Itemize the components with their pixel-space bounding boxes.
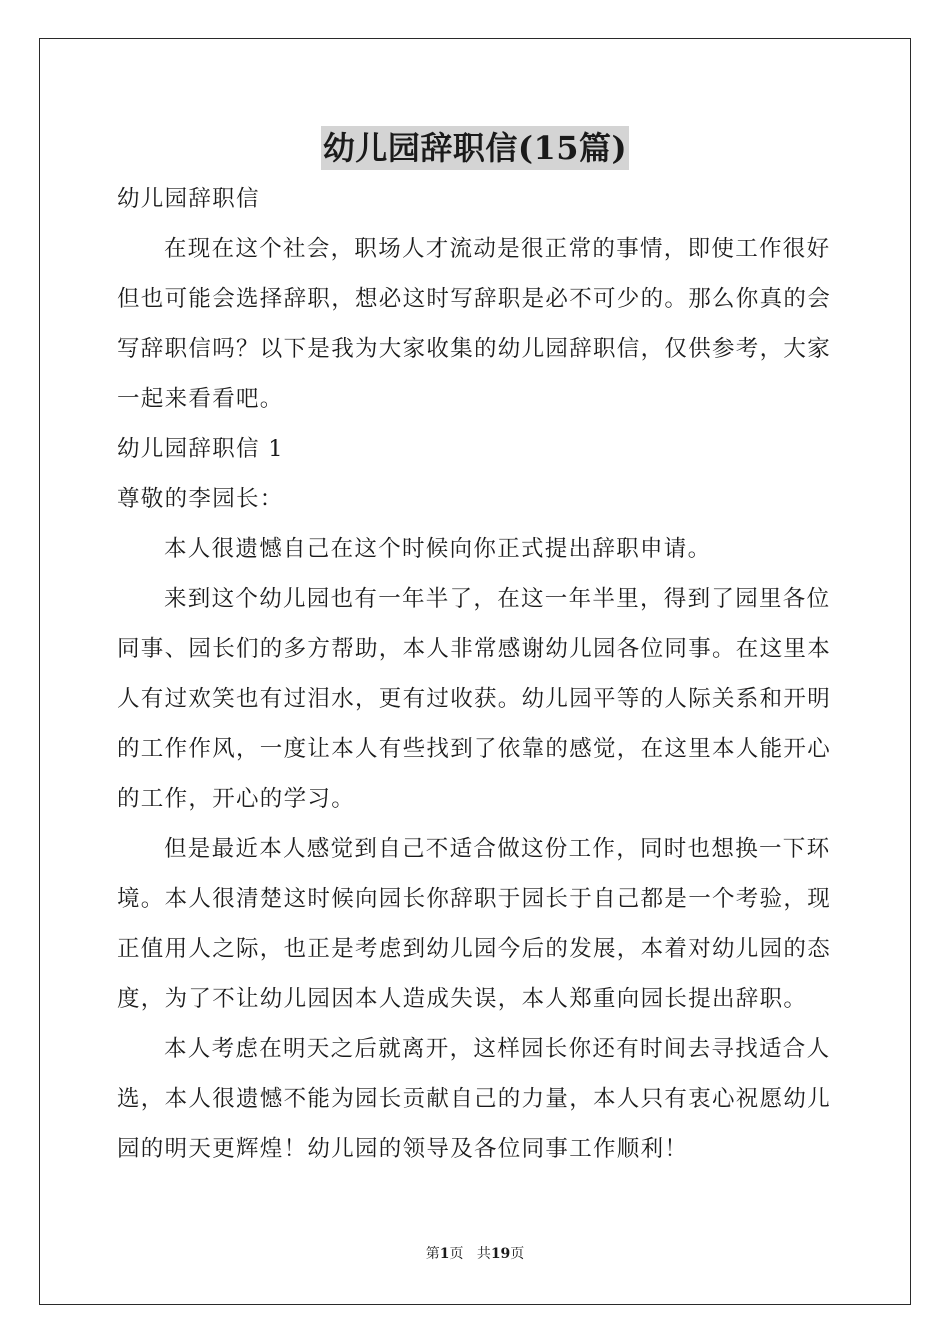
footer-page-suffix: 页 — [449, 1246, 464, 1262]
paragraph-line: 的工作，开心的学习。 — [117, 786, 356, 812]
document-title: 幼儿园辞职信(15篇) — [321, 126, 629, 170]
paragraph-line: 园的明天更辉煌！幼儿园的领导及各位同事工作顺利！ — [117, 1136, 689, 1162]
paragraph-line: 幼儿园辞职信 1 — [117, 436, 284, 462]
paragraph-line: 人有过欢笑也有过泪水，更有过收获。幼儿园平等的人际关系和开明 — [117, 686, 832, 712]
paragraph-line: 来到这个幼儿园也有一年半了，在这一年半里，得到了园里各位 — [164, 586, 831, 612]
paragraph-line: 幼儿园辞职信 — [117, 186, 260, 212]
title-container — [0, 126, 950, 170]
paragraph-line: 本人很遗憾自己在这个时候向你正式提出辞职申请。 — [164, 536, 712, 562]
paragraph-line: 在现在这个社会，职场人才流动是很正常的事情，即使工作很好 — [164, 236, 831, 262]
paragraph-line: 尊敬的李园长： — [117, 486, 284, 512]
paragraph-line: 本人考虑在明天之后就离开，这样园长你还有时间去寻找适合人 — [164, 1036, 831, 1062]
page-footer — [0, 1245, 950, 1263]
paragraph-line: 境。本人很清楚这时候向园长你辞职于园长于自己都是一个考验，现 — [117, 886, 832, 912]
footer-total-suffix: 页 — [510, 1246, 525, 1262]
paragraph-line: 度，为了不让幼儿园因本人造成失误，本人郑重向园长提出辞职。 — [117, 986, 808, 1012]
document-body — [117, 174, 833, 1174]
paragraph-line: 正值用人之际，也正是考虑到幼儿园今后的发展，本着对幼儿园的态 — [117, 936, 832, 962]
footer-page-number: 1 — [439, 1246, 450, 1262]
paragraph-line: 的工作作风，一度让本人有些找到了依靠的感觉，在这里本人能开心 — [117, 736, 832, 762]
footer-total-pages: 19 — [490, 1246, 511, 1262]
paragraph-line: 同事、园长们的多方帮助，本人非常感谢幼儿园各位同事。在这里本 — [117, 636, 832, 662]
footer-total-prefix: 共 — [476, 1246, 491, 1262]
footer-page-prefix: 第 — [425, 1246, 440, 1262]
paragraph-line: 写辞职信吗？以下是我为大家收集的幼儿园辞职信，仅供参考，大家 — [117, 336, 832, 362]
paragraph-line: 但是最近本人感觉到自己不适合做这份工作，同时也想换一下环 — [164, 836, 831, 862]
paragraph-line: 选，本人很遗憾不能为园长贡献自己的力量，本人只有衷心祝愿幼儿 — [117, 1086, 832, 1112]
paragraph-line: 一起来看看吧。 — [117, 386, 284, 412]
paragraph-line: 但也可能会选择辞职，想必这时写辞职是必不可少的。那么你真的会 — [117, 286, 832, 312]
